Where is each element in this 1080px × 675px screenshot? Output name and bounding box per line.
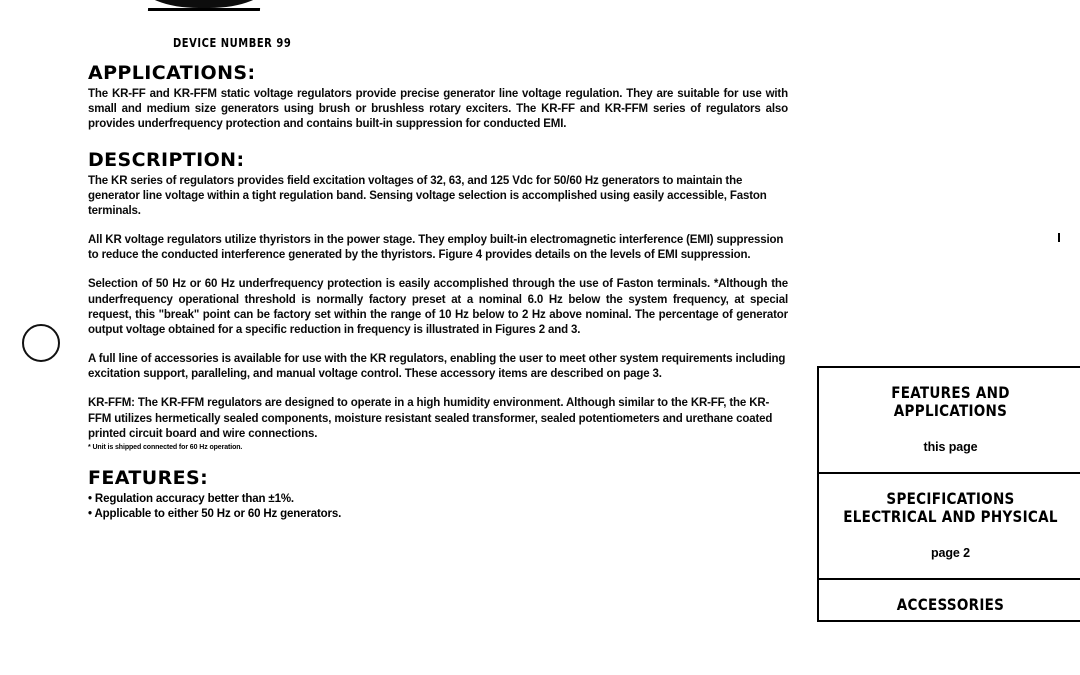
description-paragraph-2: All KR voltage regulators utilize thyristors in the power stage. They employ built-in electromagnetic interference (EMI) suppression to reduce the conducted interference generated by the thyristors. Figure 4 provides details on the levels of EMI suppression. [88,234,784,262]
index-cell-title [836,384,1064,420]
index-cell-accessories[interactable] [819,580,1080,620]
page-index-box [817,366,1080,622]
description-heading: DESCRIPTION: [88,148,245,171]
description-footnote: * Unit is shipped connected for 60 Hz operation. [88,443,243,451]
description-paragraph-1: The KR series of regulators provides field excitation voltages of 32, 63, and 125 Vdc for 50/60 Hz generators to maintain the generator line voltage within a tight regulation band. Sensing voltage selection is accomplished using easily accessible, Faston terminals. [88,174,767,217]
punch-hole-mark [22,324,60,362]
description-paragraph-4: A full line of accessories is available for use with the KR regulators, enabling the user to meet other system requirements including excitation support, paralleling, and manual voltage control. These accessory items are described on page 3. [88,353,786,381]
document-body [88,62,788,523]
list-item: • Applicable to either 50 Hz or 60 Hz generators. [88,508,342,521]
index-cell-features-applications[interactable] [819,368,1080,474]
applications-heading: APPLICATIONS: [88,62,256,84]
index-cell-specifications[interactable] [819,474,1080,580]
index-cell-page-ref: page 2 [931,545,970,560]
index-cell-page-ref: this page [923,439,978,454]
index-cell-title [836,490,1064,526]
index-title-line: SPECIFICATIONS [886,488,1015,508]
index-cell-title: ACCESSORIES [896,594,1005,614]
features-list [88,492,788,523]
description-paragraph-5: KR-FFM: The KR-FFM regulators are designed to operate in a high humidity environment. Although similar to the KR-FF, the KR-FFM utilizes hermetically sealed components, moisture resistant sealed transformer, sealed potentiometers and urethane coated printed circuit board and wire connections. [88,397,773,440]
device-number: DEVICE NUMBER 99 [173,36,292,50]
stray-tick-mark [1058,233,1060,242]
features-heading: FEATURES: [88,466,209,489]
index-title-line: APPLICATIONS [893,400,1008,420]
list-item: • Regulation accuracy better than ±1%. [88,492,294,505]
description-paragraph-3: Selection of 50 Hz or 60 Hz underfrequency protection is easily accomplished through the use of Faston terminals. *Although the underfrequency operational threshold is normally factory preset at a nominal 6.0 Hz below the system frequency, at special request, this "break" point can be factory set within the range of 10 Hz below to 2 Hz above nominal. The percentage of generator output voltage obtained for a specific reduction in frequency is illustrated in Figures 2 and 3. [88,278,788,336]
index-title-line: ELECTRICAL AND PHYSICAL [843,506,1058,526]
applications-paragraph: The KR-FF and KR-FFM static voltage regulators provide precise generator line voltage regulation. They are suitable for use with small and medium size generators using brush or brushless rotary exciters. The KR-FF and KR-FFM series of regulators also provides underfrequency protection and contains built-in suppression for conducted EMI. [88,88,788,131]
logo-underline [148,8,260,11]
index-title-line: FEATURES AND [891,383,1010,402]
company-logo [140,0,268,8]
